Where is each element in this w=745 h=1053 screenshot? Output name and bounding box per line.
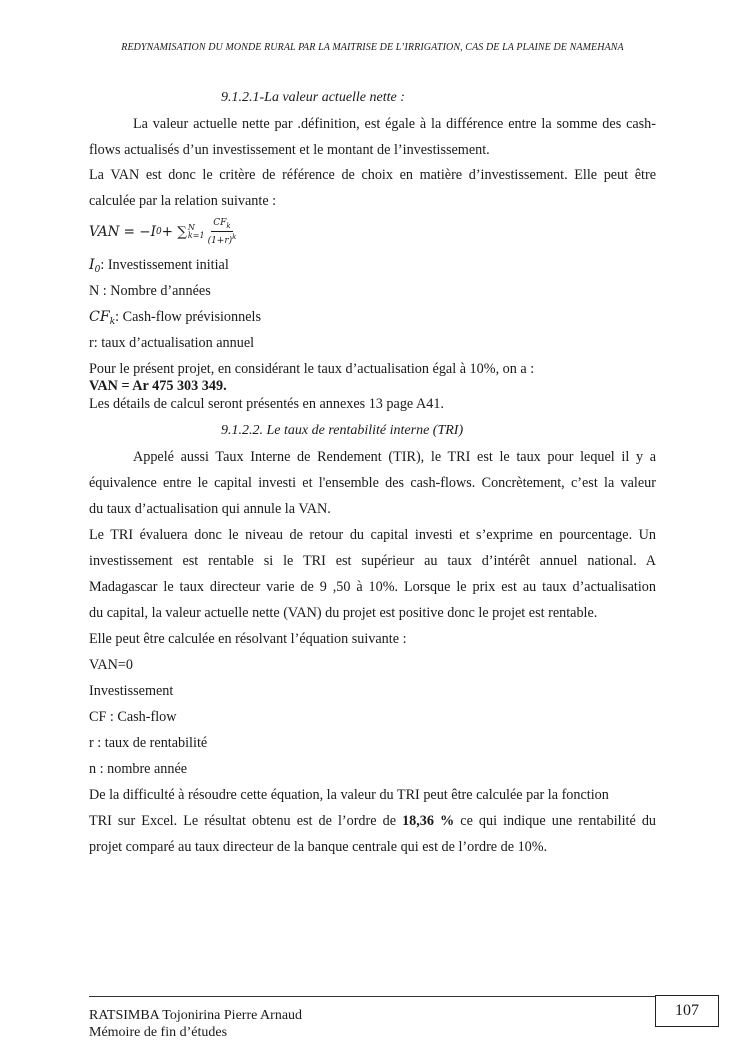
tri-result: 18,36 % [402,813,455,829]
sum-lower: k=1 [187,230,205,240]
paragraph-line: projet comparé au taux directeur de la banque centrale qui est de l’ordre de 10%. [89,839,548,855]
fraction-denominator: $(1+r)^k$ [207,232,237,246]
definition-cf: CF : Cash-flow [89,709,177,725]
paragraph-line: La VAN est donc le critère de référence de choix en matière d’investissement. Elle peut être [89,167,656,183]
formula-sum: + ∑ [161,223,187,240]
definition-investissement: Investissement [89,683,174,699]
page-number: 107 [655,995,719,1027]
definition-n: n : nombre année [89,761,188,777]
paragraph-line: Madagascar le taux directeur varie de 9 ,50 à 10%. Lorsque le prix est au taux d’actualisation [89,579,656,595]
details-note: Les détails de calcul seront présentés en annexes 13 page A41. [89,396,444,412]
paragraph-line: Appelé aussi Taux Interne de Rendement (TIR), le TRI est le taux pour lequel il y a [133,449,656,465]
fraction-numerator: $CF_k$ [213,218,231,230]
paragraph-line: De la difficulté à résoudre cette équation, la valeur du TRI peut être calculée par la fonction [89,787,609,803]
definition-r: r : taux de rentabilité [89,735,208,751]
paragraph-line: La valeur actuelle nette par .définition, est égale à la différence entre la somme des cash- [133,116,656,132]
definition-i0: $I_0$: Investissement initial [89,257,229,275]
paragraph-line: du capital, la valeur actuelle nette (VAN) du projet est positive donc le projet est rentable. [89,605,598,621]
section-title-van: 9.1.2.1-La valeur actuelle nette : [221,90,405,105]
footer-divider [89,996,656,997]
equation-van-zero: VAN=0 [89,657,134,673]
van-formula [89,218,656,246]
formula-lhs: VAN = −I [89,223,156,240]
paragraph-line: Le TRI évaluera donc le niveau de retour du capital investi et s’exprime en pourcentage. Un [89,527,656,543]
paragraph-line: flows actualisés d’un investissement et le montant de l’investissement. [89,142,490,158]
formula-fraction [208,218,237,246]
paragraph-line: équivalence entre le capital investi et l'ensemble des cash-flows. Concrètement, c’est la valeur [89,475,656,491]
formula-lhs-sub: 0 [155,226,162,237]
sum-upper: N [187,222,195,232]
footer-author: RATSIMBA Tojonirina Pierre Arnaud [89,1008,303,1023]
paragraph-line-result: TRI sur Excel. Le résultat obtenu est de l’ordre de 18,36 % ce qui indique une rentabilité du [89,813,657,829]
definition-n: N : Nombre d’années [89,283,211,299]
definition-cfk: $CF_k$: Cash-flow prévisionnels [89,309,261,327]
paragraph-line: calculée par la relation suivante : [89,193,277,209]
van-result: VAN = Ar 475 303 349. [89,378,227,394]
section-title-tri: 9.1.2.2. Le taux de rentabilité interne (TRI) [221,423,464,438]
result-intro: Pour le présent projet, en considérant le taux d’actualisation égal à 10%, on a : [89,361,535,377]
paragraph-line: investissement est rentable si le TRI est supérieur au taux d’intérêt annuel national. A [89,553,656,569]
running-header: REDYNAMISATION DU MONDE RURAL PAR LA MAITRISE DE L’IRRIGATION, CAS DE LA PLAINE DE NAMEHANA [121,42,624,53]
sum-limits [188,224,205,240]
paragraph-line: du taux d’actualisation qui annule la VAN. [89,501,331,517]
paragraph-line: Elle peut être calculée en résolvant l’équation suivante : [89,631,407,647]
definition-r: r: taux d’actualisation annuel [89,335,255,351]
footer-subtitle: Mémoire de fin d’études [89,1025,228,1040]
